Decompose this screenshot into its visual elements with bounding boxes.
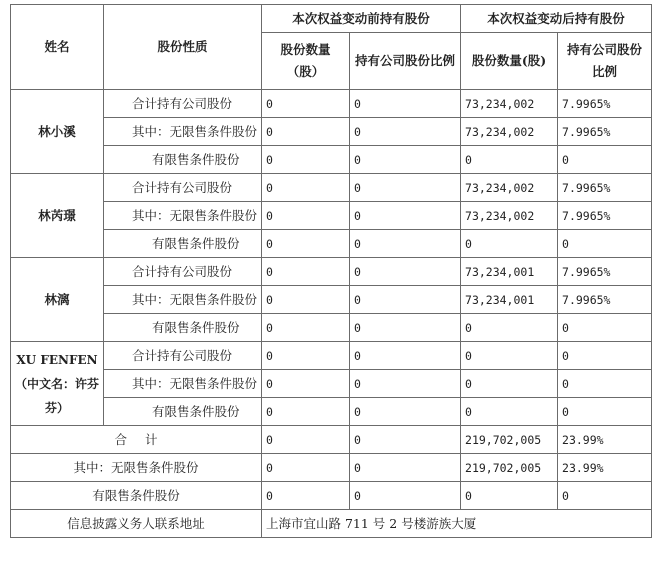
after-qty: 0 bbox=[461, 398, 558, 426]
share-type-unrestricted: 其中：无限售条件股份 bbox=[104, 118, 262, 146]
total-unrestricted-before-qty: 0 bbox=[262, 454, 350, 482]
shareholding-change-table bbox=[10, 4, 652, 538]
before-qty: 0 bbox=[262, 398, 350, 426]
before-ratio: 0 bbox=[350, 118, 461, 146]
before-qty: 0 bbox=[262, 202, 350, 230]
table-row bbox=[11, 314, 652, 342]
table-row bbox=[11, 174, 652, 202]
after-qty: 73,234,002 bbox=[461, 174, 558, 202]
total-label: 合 计 bbox=[11, 426, 262, 454]
share-type-unrestricted: 其中：无限售条件股份 bbox=[104, 202, 262, 230]
after-ratio: 7.9965% bbox=[558, 258, 652, 286]
total-unrestricted-label: 其中：无限售条件股份 bbox=[11, 454, 262, 482]
table-row bbox=[11, 90, 652, 118]
before-qty: 0 bbox=[262, 90, 350, 118]
share-type-total: 合计持有公司股份 bbox=[104, 258, 262, 286]
after-ratio: 0 bbox=[558, 230, 652, 258]
before-qty: 0 bbox=[262, 118, 350, 146]
table-row bbox=[11, 230, 652, 258]
before-ratio: 0 bbox=[350, 342, 461, 370]
total-before-qty: 0 bbox=[262, 426, 350, 454]
after-qty: 0 bbox=[461, 314, 558, 342]
holder-name: XU FENFEN （中文名：许芬芬） bbox=[11, 342, 104, 426]
holder-name: 林漓 bbox=[11, 258, 104, 342]
total-restricted-before-ratio: 0 bbox=[350, 482, 461, 510]
after-ratio: 7.9965% bbox=[558, 118, 652, 146]
header-name: 姓名 bbox=[11, 5, 104, 90]
table-row bbox=[11, 342, 652, 370]
header-row-1 bbox=[11, 5, 652, 33]
table-row bbox=[11, 398, 652, 426]
total-before-ratio: 0 bbox=[350, 426, 461, 454]
before-qty: 0 bbox=[262, 174, 350, 202]
after-ratio: 7.9965% bbox=[558, 286, 652, 314]
before-qty: 0 bbox=[262, 370, 350, 398]
after-qty: 73,234,001 bbox=[461, 258, 558, 286]
after-qty: 73,234,002 bbox=[461, 118, 558, 146]
before-ratio: 0 bbox=[350, 146, 461, 174]
before-ratio: 0 bbox=[350, 258, 461, 286]
header-before-qty: 股份数量（股） bbox=[262, 33, 350, 90]
address-value: 上海市宜山路 711 号 2 号楼游族大厦 bbox=[262, 510, 652, 538]
holder-name: 林小溪 bbox=[11, 90, 104, 174]
table-row bbox=[11, 286, 652, 314]
header-before-ratio: 持有公司股份比例 bbox=[350, 33, 461, 90]
share-type-total: 合计持有公司股份 bbox=[104, 174, 262, 202]
total-after-qty: 219,702,005 bbox=[461, 426, 558, 454]
after-ratio: 0 bbox=[558, 146, 652, 174]
before-ratio: 0 bbox=[350, 174, 461, 202]
after-ratio: 7.9965% bbox=[558, 90, 652, 118]
after-qty: 0 bbox=[461, 370, 558, 398]
holder-name: 林芮璟 bbox=[11, 174, 104, 258]
before-qty: 0 bbox=[262, 230, 350, 258]
after-ratio: 7.9965% bbox=[558, 202, 652, 230]
after-ratio: 0 bbox=[558, 342, 652, 370]
total-restricted-before-qty: 0 bbox=[262, 482, 350, 510]
before-ratio: 0 bbox=[350, 314, 461, 342]
table-row bbox=[11, 146, 652, 174]
total-restricted-row bbox=[11, 482, 652, 510]
before-qty: 0 bbox=[262, 286, 350, 314]
total-unrestricted-after-ratio: 23.99% bbox=[558, 454, 652, 482]
share-type-restricted: 有限售条件股份 bbox=[104, 398, 262, 426]
total-unrestricted-before-ratio: 0 bbox=[350, 454, 461, 482]
before-qty: 0 bbox=[262, 314, 350, 342]
after-ratio: 0 bbox=[558, 398, 652, 426]
total-row bbox=[11, 426, 652, 454]
table-row bbox=[11, 258, 652, 286]
share-type-unrestricted: 其中：无限售条件股份 bbox=[104, 370, 262, 398]
shareholding-table-container bbox=[10, 4, 651, 538]
before-ratio: 0 bbox=[350, 398, 461, 426]
after-qty: 73,234,002 bbox=[461, 90, 558, 118]
after-ratio: 7.9965% bbox=[558, 174, 652, 202]
share-type-unrestricted: 其中：无限售条件股份 bbox=[104, 286, 262, 314]
before-qty: 0 bbox=[262, 146, 350, 174]
total-restricted-label: 有限售条件股份 bbox=[11, 482, 262, 510]
after-qty: 0 bbox=[461, 146, 558, 174]
table-row bbox=[11, 370, 652, 398]
before-ratio: 0 bbox=[350, 90, 461, 118]
after-qty: 0 bbox=[461, 342, 558, 370]
total-restricted-after-qty: 0 bbox=[461, 482, 558, 510]
header-after-change: 本次权益变动后持有股份 bbox=[461, 5, 652, 33]
before-ratio: 0 bbox=[350, 286, 461, 314]
header-after-ratio: 持有公司股份比例 bbox=[558, 33, 652, 90]
share-type-restricted: 有限售条件股份 bbox=[104, 314, 262, 342]
header-share-nature: 股份性质 bbox=[104, 5, 262, 90]
total-restricted-after-ratio: 0 bbox=[558, 482, 652, 510]
before-ratio: 0 bbox=[350, 370, 461, 398]
after-qty: 0 bbox=[461, 230, 558, 258]
after-ratio: 0 bbox=[558, 370, 652, 398]
total-unrestricted-after-qty: 219,702,005 bbox=[461, 454, 558, 482]
table-row bbox=[11, 202, 652, 230]
share-type-restricted: 有限售条件股份 bbox=[104, 146, 262, 174]
address-row bbox=[11, 510, 652, 538]
address-label: 信息披露义务人联系地址 bbox=[11, 510, 262, 538]
share-type-total: 合计持有公司股份 bbox=[104, 90, 262, 118]
share-type-total: 合计持有公司股份 bbox=[104, 342, 262, 370]
share-type-restricted: 有限售条件股份 bbox=[104, 230, 262, 258]
total-after-ratio: 23.99% bbox=[558, 426, 652, 454]
before-ratio: 0 bbox=[350, 230, 461, 258]
header-after-qty: 股份数量(股) bbox=[461, 33, 558, 90]
table-row bbox=[11, 118, 652, 146]
total-unrestricted-row bbox=[11, 454, 652, 482]
header-before-change: 本次权益变动前持有股份 bbox=[262, 5, 461, 33]
before-qty: 0 bbox=[262, 258, 350, 286]
before-ratio: 0 bbox=[350, 202, 461, 230]
after-qty: 73,234,001 bbox=[461, 286, 558, 314]
after-qty: 73,234,002 bbox=[461, 202, 558, 230]
before-qty: 0 bbox=[262, 342, 350, 370]
after-ratio: 0 bbox=[558, 314, 652, 342]
